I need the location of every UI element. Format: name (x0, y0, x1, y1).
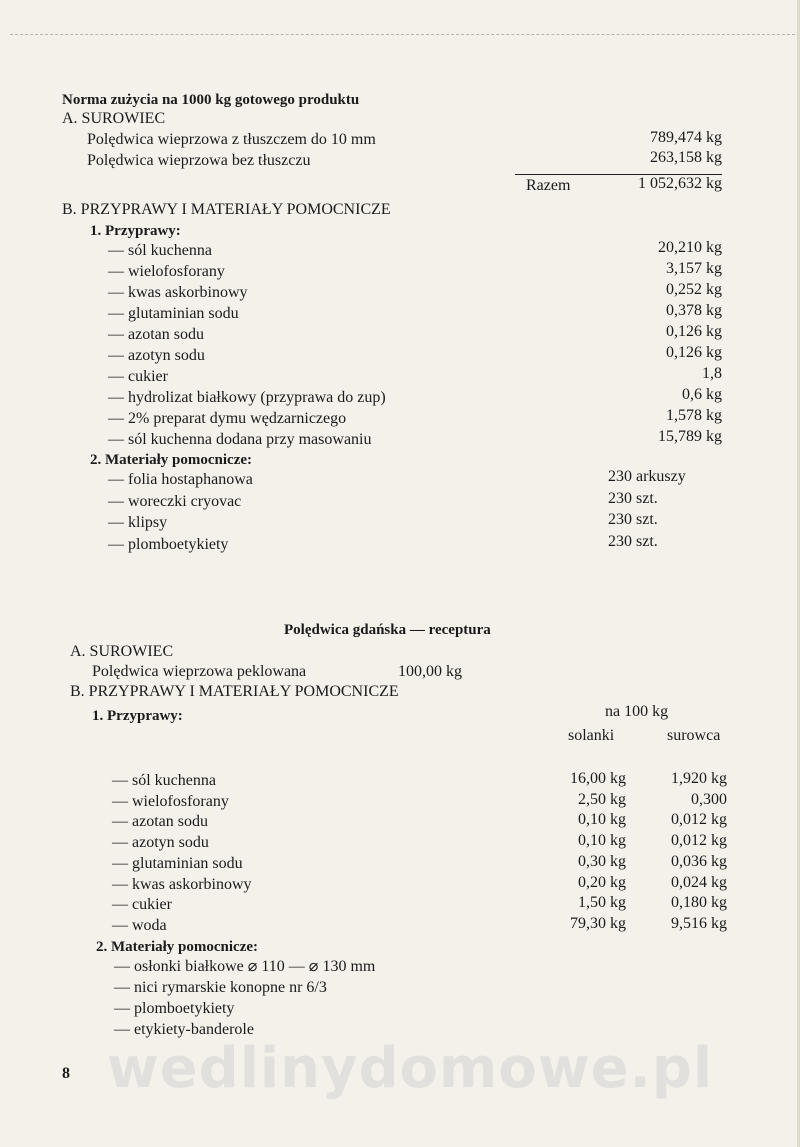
section2-spice-raw: 1,920 kg (671, 770, 727, 787)
section1-a-item-name: Polędwica wieprzowa bez tłuszczu (87, 152, 311, 169)
section1-total-value: 1 052,632 kg (638, 175, 722, 192)
section2-spice-name: — wielofosforany (112, 792, 229, 810)
section1-spice-name: — cukier (108, 368, 168, 385)
section1-a-heading: A. SUROWIEC (62, 110, 166, 127)
section1-spice-name: — glutaminian sodu (108, 305, 239, 322)
section2-a-item-qty: 100,00 kg (398, 663, 462, 680)
section1-spice-qty: 1,8 (702, 365, 722, 382)
section2-spice-name: — woda (112, 916, 167, 934)
section1-aux-qty: 230 arkuszy (608, 468, 686, 485)
section1-spices-heading: 1. Przyprawy: (90, 223, 181, 239)
section1-aux-qty: 230 szt. (608, 532, 658, 550)
section2-spice-brine: 0,30 kg (578, 852, 626, 870)
section2-aux-heading: 2. Materiały pomocnicze: (96, 939, 259, 955)
section2-a-item-name: Polędwica wieprzowa peklowana (92, 663, 307, 680)
section2-spice-raw: 9,516 kg (671, 914, 727, 932)
section2-spice-brine: 1,50 kg (578, 894, 626, 912)
section2-aux-item: — plomboetykiety (114, 1000, 235, 1017)
section1-spice-name: — azotan sodu (108, 326, 204, 343)
section1-aux-name: — plomboetykiety (108, 535, 229, 553)
section2-b-heading: B. PRZYPRAWY I MATERIAŁY POMOCNICZE (70, 683, 399, 700)
section2-spice-raw: 0,012 kg (671, 832, 727, 850)
section1-aux-name: — folia hostaphanowa (108, 471, 253, 488)
section1-spice-name: — 2% preparat dymu wędzarniczego (108, 410, 347, 427)
section1-total-label: Razem (526, 177, 571, 194)
section1-spice-qty: 15,789 kg (658, 428, 722, 445)
section2-spice-raw: 0,036 kg (671, 852, 727, 870)
section2-spice-name: — kwas askorbinowy (112, 875, 252, 893)
section2-spice-name: — sól kuchenna (112, 772, 216, 789)
section1-aux-name: — klipsy (108, 514, 168, 531)
watermark: wedlinydomowe.pl (106, 1036, 714, 1101)
section1-spice-name: — sól kuchenna dodana przy masowaniu (108, 431, 372, 448)
section1-spice-qty: 3,157 kg (666, 260, 722, 277)
section2-col-raw: surowca (667, 727, 721, 744)
page-top-edge (10, 34, 800, 35)
section1-aux-heading: 2. Materiały pomocnicze: (90, 452, 253, 468)
section2-spice-name: — azotan sodu (112, 813, 208, 831)
section1-a-item-name: Polędwica wieprzowa z tłuszczem do 10 mm (87, 131, 376, 148)
section1-spice-name: — hydrolizat białkowy (przyprawa do zup) (108, 389, 386, 406)
section2-spice-brine: 0,20 kg (578, 873, 626, 891)
section2-title: Polędwica gdańska — receptura (284, 622, 491, 638)
section1-spice-name: — wielofosforany (108, 263, 225, 280)
section1-b-heading: B. PRZYPRAWY I MATERIAŁY POMOCNICZE (62, 201, 391, 218)
section2-spice-brine: 2,50 kg (578, 790, 626, 808)
section2-aux-item: — nici rymarskie konopne nr 6/3 (114, 979, 327, 996)
section1-spice-qty: 0,126 kg (666, 323, 722, 340)
section1-spice-qty: 0,6 kg (682, 386, 722, 403)
section2-spice-raw: 0,180 kg (671, 894, 727, 912)
section1-title: Norma zużycia na 1000 kg gotowego produktu (62, 92, 360, 108)
section2-spice-name: — cukier (112, 896, 172, 914)
section2-spice-brine: 0,10 kg (578, 832, 626, 850)
section2-per-label: na 100 kg (605, 703, 669, 720)
section1-spice-name: — sól kuchenna (108, 242, 212, 259)
section2-spice-name: — glutaminian sodu (112, 854, 243, 872)
section2-spices-heading: 1. Przyprawy: (92, 708, 183, 724)
section2-col-brine: solanki (568, 727, 615, 744)
section1-spice-qty: 1,578 kg (666, 407, 722, 424)
section1-spice-name: — azotyn sodu (108, 347, 205, 364)
section1-spice-qty: 0,378 kg (666, 302, 722, 319)
section2-spice-raw: 0,024 kg (671, 873, 727, 891)
section2-spice-brine: 0,10 kg (578, 811, 626, 829)
section1-aux-qty: 230 szt. (608, 489, 658, 507)
section2-spice-brine: 16,00 kg (570, 770, 626, 787)
section1-aux-qty: 230 szt. (608, 511, 658, 528)
section1-spice-qty: 0,126 kg (666, 344, 722, 361)
section1-spice-qty: 0,252 kg (666, 281, 722, 298)
section2-spice-raw: 0,012 kg (671, 811, 727, 829)
section1-a-item-qty: 789,474 kg (650, 129, 722, 146)
section2-spice-brine: 79,30 kg (570, 914, 626, 932)
section2-aux-item: — osłonki białkowe ⌀ 110 — ⌀ 130 mm (114, 958, 376, 975)
section1-a-item-qty: 263,158 kg (650, 149, 722, 166)
section1-spice-name: — kwas askorbinowy (108, 284, 248, 301)
section1-spice-qty: 20,210 kg (658, 239, 722, 256)
page-number: 8 (62, 1065, 70, 1082)
section2-spice-name: — azotyn sodu (112, 834, 209, 852)
section2-a-heading: A. SUROWIEC (70, 643, 174, 660)
section2-spice-raw: 0,300 (691, 790, 727, 808)
section2-aux-item: — etykiety-banderole (114, 1021, 254, 1038)
section1-aux-name: — woreczki cryovac (108, 492, 242, 510)
